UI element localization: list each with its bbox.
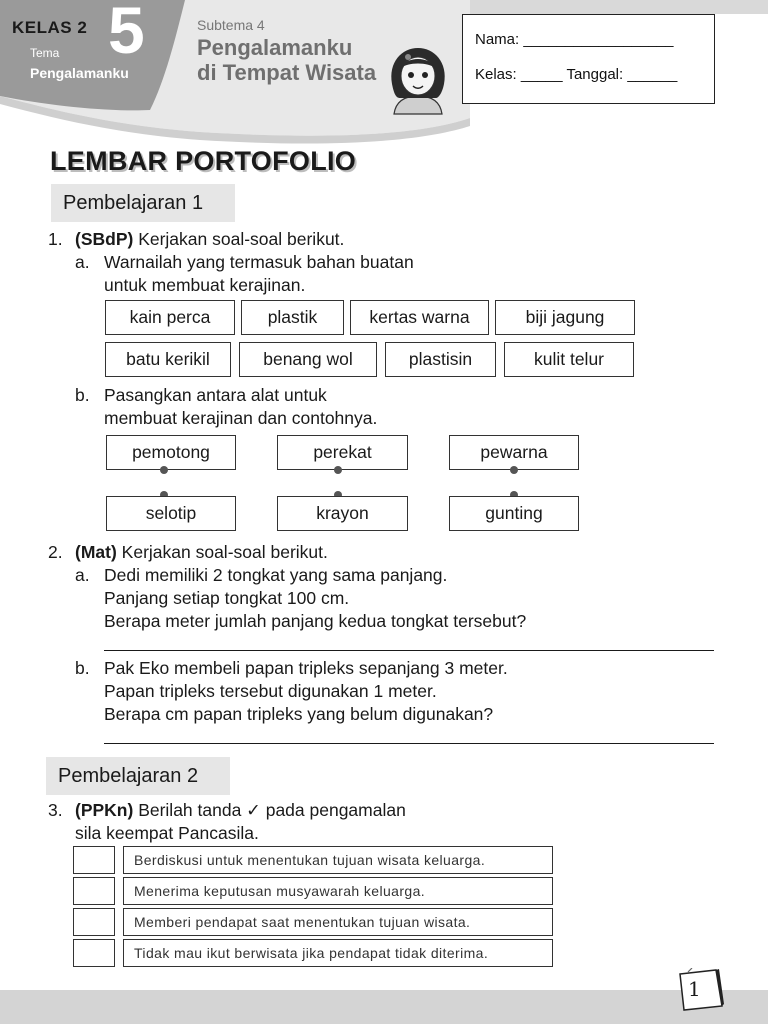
q2b-line2: Papan tripleks tersebut digunakan 1 meter. bbox=[104, 681, 437, 701]
answer-line-q2a[interactable] bbox=[104, 650, 714, 651]
statement-2: Menerima keputusan musyawarah keluarga. bbox=[123, 877, 553, 905]
q1a-line2: untuk membuat kerajinan. bbox=[104, 275, 306, 295]
footer-band bbox=[0, 990, 768, 1024]
page-number: 1 bbox=[688, 977, 701, 1001]
checkbox-statement-3[interactable] bbox=[73, 908, 115, 936]
material-box[interactable]: kertas warna bbox=[350, 300, 489, 335]
girl-illustration bbox=[386, 44, 450, 116]
section-pembelajaran-1: Pembelajaran 1 bbox=[51, 184, 235, 222]
q2b-line3: Berapa cm papan tripleks yang belum digunakan? bbox=[104, 704, 494, 724]
q1-instruction: Kerjakan soal-soal berikut. bbox=[133, 229, 345, 249]
tool-box[interactable]: pemotong bbox=[106, 435, 236, 470]
tool-box[interactable]: perekat bbox=[277, 435, 408, 470]
tema-number: 5 bbox=[108, 0, 145, 67]
q3-subject: (PPKn) bbox=[75, 800, 134, 820]
subtema-label: Subtema 4 bbox=[197, 17, 265, 33]
checkbox-statement-2[interactable] bbox=[73, 877, 115, 905]
q1a-marker: a. bbox=[75, 252, 90, 272]
q1b-line2: membuat kerajinan dan contohnya. bbox=[104, 408, 378, 428]
material-box[interactable]: benang wol bbox=[239, 342, 377, 377]
kelas-tanggal-field[interactable]: Kelas: _____ Tanggal: ______ bbox=[475, 66, 678, 83]
subtema-title bbox=[197, 35, 376, 85]
q3-header bbox=[75, 800, 406, 821]
material-box[interactable]: plastik bbox=[241, 300, 344, 335]
q3-number: 3. bbox=[48, 800, 63, 820]
material-box[interactable]: kain perca bbox=[105, 300, 235, 335]
q1b-marker: b. bbox=[75, 385, 90, 405]
tema-label: Tema bbox=[30, 46, 60, 60]
section-pembelajaran-2: Pembelajaran 2 bbox=[46, 757, 230, 795]
material-box[interactable]: kulit telur bbox=[504, 342, 634, 377]
q3-instruction-line2: sila keempat Pancasila. bbox=[75, 823, 259, 843]
match-dot[interactable] bbox=[160, 466, 168, 474]
page-title: LEMBAR PORTOFOLIO bbox=[50, 146, 357, 176]
tool-box[interactable]: pewarna bbox=[449, 435, 579, 470]
checkbox-statement-1[interactable] bbox=[73, 846, 115, 874]
statement-3: Memberi pendapat saat menentukan tujuan wisata. bbox=[123, 908, 553, 936]
match-dot[interactable] bbox=[510, 466, 518, 474]
q2-instruction: Kerjakan soal-soal berikut. bbox=[116, 542, 328, 562]
q1-subject: (SBdP) bbox=[75, 229, 134, 249]
tema-name: Pengalamanku bbox=[30, 65, 129, 81]
q2a-line2: Panjang setiap tongkat 100 cm. bbox=[104, 588, 350, 608]
subtema-title-line2: di Tempat Wisata bbox=[197, 60, 377, 85]
page-number-badge bbox=[676, 968, 726, 1012]
q1a-line1: Warnailah yang termasuk bahan buatan bbox=[104, 252, 414, 272]
statement-4: Tidak mau ikut berwisata jika pendapat tidak diterima. bbox=[123, 939, 553, 967]
match-dot[interactable] bbox=[334, 466, 342, 474]
material-box[interactable]: plastisin bbox=[385, 342, 496, 377]
kelas-label: KELAS 2 bbox=[12, 18, 88, 37]
material-box[interactable]: batu kerikil bbox=[105, 342, 231, 377]
q2-number: 2. bbox=[48, 542, 63, 562]
q2-subject: (Mat) bbox=[75, 542, 117, 562]
q2a-line1: Dedi memiliki 2 tongkat yang sama panjang. bbox=[104, 565, 448, 585]
statement-1: Berdiskusi untuk menentukan tujuan wisata keluarga. bbox=[123, 846, 553, 874]
example-box[interactable]: krayon bbox=[277, 496, 408, 531]
q2b-line1: Pak Eko membeli papan tripleks sepanjang 3 meter. bbox=[104, 658, 508, 678]
q1-header bbox=[75, 229, 344, 250]
q1-number: 1. bbox=[48, 229, 63, 249]
q2-header bbox=[75, 542, 328, 563]
example-box[interactable]: selotip bbox=[106, 496, 236, 531]
material-box[interactable]: biji jagung bbox=[495, 300, 635, 335]
answer-line-q2b[interactable] bbox=[104, 743, 714, 744]
q2a-line3: Berapa meter jumlah panjang kedua tongkat tersebut? bbox=[104, 611, 527, 631]
q2a-marker: a. bbox=[75, 565, 90, 585]
example-box[interactable]: gunting bbox=[449, 496, 579, 531]
student-id-box bbox=[462, 14, 715, 104]
q3-instruction: Berilah tanda ✓ pada pengamalan bbox=[133, 800, 406, 820]
q2b-marker: b. bbox=[75, 658, 90, 678]
checkbox-statement-4[interactable] bbox=[73, 939, 115, 967]
subtema-title-line1: Pengalamanku bbox=[197, 35, 353, 60]
nama-field[interactable]: Nama: __________________ bbox=[475, 31, 674, 48]
q1b-line1: Pasangkan antara alat untuk bbox=[104, 385, 327, 405]
